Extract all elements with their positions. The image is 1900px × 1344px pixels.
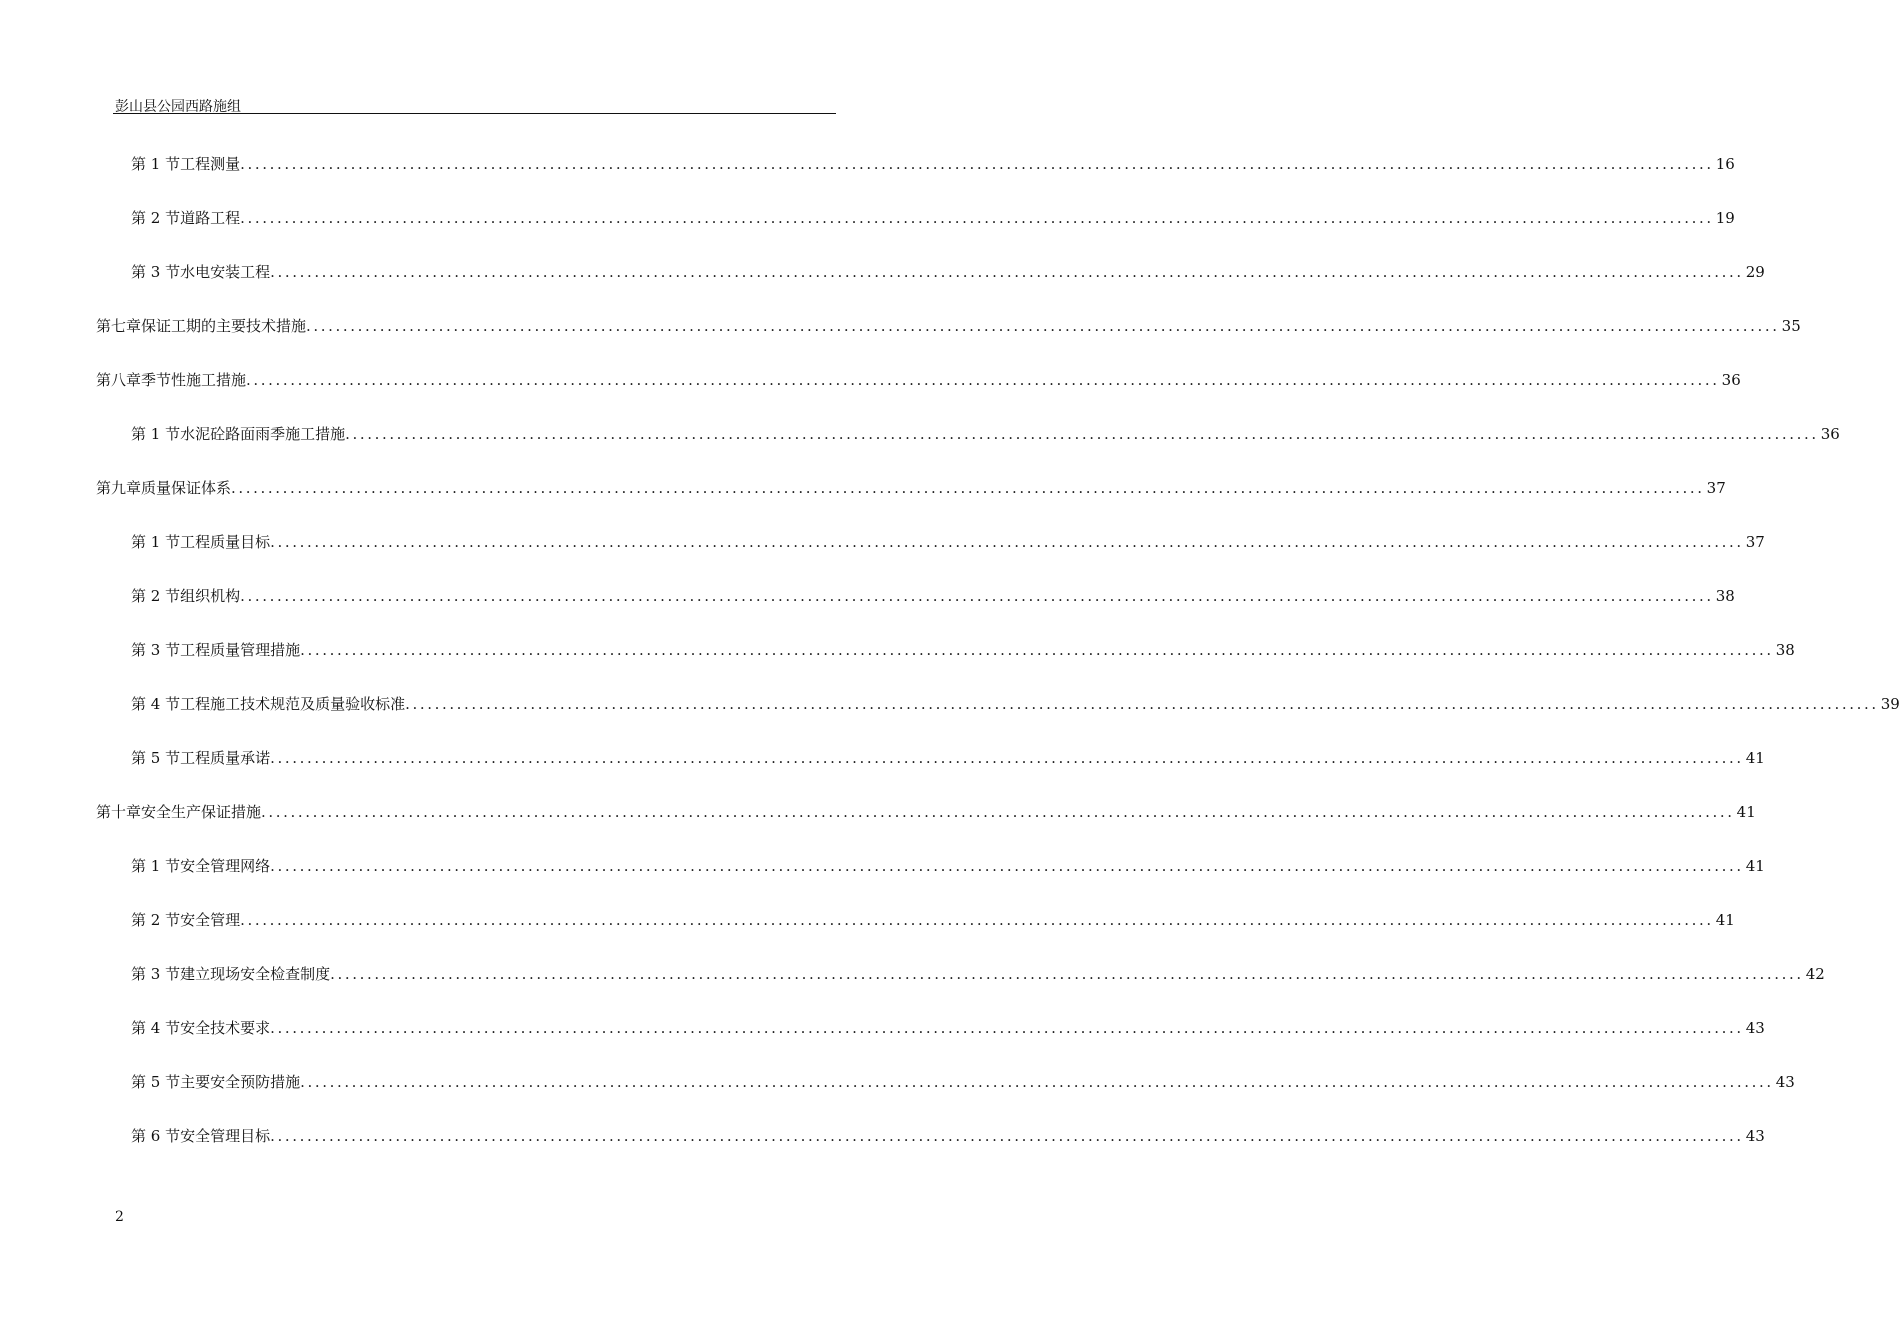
toc-entry-label: 第七章 [96,317,142,335]
toc-section-entry[interactable] [131,262,1765,282]
toc-section-entry[interactable] [131,856,1765,876]
toc-chapter-entry[interactable] [96,316,1801,336]
toc-entry-page: 39 [1880,695,1900,713]
toc-entry-title: 安全管理网络 [180,857,271,875]
toc-entry-label: 第 2 节 [131,911,181,929]
dot-leader: ........................................................................................................................................................................................................ [270,857,1744,875]
toc-section-entry[interactable] [131,964,1825,984]
toc-entry-page: 43 [1775,1073,1795,1091]
toc-entry-title: 安全技术要求 [180,1019,271,1037]
toc-entry-page: 38 [1715,587,1735,605]
toc-entry-label: 第九章 [96,479,142,497]
toc-entry-label: 第 5 节 [131,749,181,767]
dot-leader: ........................................................................................................................................................................................................ [231,479,1705,497]
toc-entry-page: 38 [1775,641,1795,659]
toc-entry-title: 安全管理目标 [180,1127,271,1145]
toc-entry-title: 水电安装工程 [180,263,271,281]
toc-entry-label: 第 4 节 [131,1019,181,1037]
toc-section-entry[interactable] [131,748,1765,768]
dot-leader: ........................................................................................................................................................................................................ [246,371,1720,389]
toc-entry-title: 道路工程 [180,209,241,227]
toc-entry-label: 第 2 节 [131,209,181,227]
toc-entry-label: 第 4 节 [131,695,181,713]
toc-entry-label: 第十章 [96,803,142,821]
dot-leader: ........................................................................................................................................................................................................ [270,1019,1744,1037]
toc-entry-title: 工程质量承诺 [180,749,271,767]
toc-entry-title: 工程质量目标 [180,533,271,551]
toc-section-entry[interactable] [131,424,1840,444]
toc-entry-page: 43 [1745,1127,1765,1145]
toc-entry-label: 第 3 节 [131,641,181,659]
toc-entry-page: 35 [1781,317,1801,335]
dot-leader: ........................................................................................................................................................................................................ [270,749,1744,767]
toc-section-entry[interactable] [131,910,1735,930]
toc-entry-title: 工程测量 [180,155,241,173]
toc-entry-page: 37 [1706,479,1726,497]
toc-entry-title: 建立现场安全检查制度 [180,965,331,983]
toc-entry-page: 36 [1820,425,1840,443]
toc-chapter-entry[interactable] [96,802,1756,822]
toc-entry-title: 工程施工技术规范及质量验收标准 [180,695,406,713]
toc-entry-label: 第 5 节 [131,1073,181,1091]
toc-entry-label: 第八章 [96,371,142,389]
dot-leader: ........................................................................................................................................................................................................ [240,911,1714,929]
toc-entry-page: 37 [1745,533,1765,551]
dot-leader: ........................................................................................................................................................................................................ [240,209,1714,227]
toc-entry-label: 第 3 节 [131,965,181,983]
toc-section-entry[interactable] [131,1018,1765,1038]
toc-section-entry[interactable] [131,640,1795,660]
toc-entry-label: 第 1 节 [131,857,181,875]
toc-entry-title: 安全生产保证措施 [141,803,262,821]
toc-entry-page: 16 [1715,155,1735,173]
toc-entry-page: 43 [1745,1019,1765,1037]
toc-entry-page: 41 [1745,857,1765,875]
toc-entry-label: 第 1 节 [131,155,181,173]
toc-entry-page: 19 [1715,209,1735,227]
toc-entry-label: 第 3 节 [131,263,181,281]
toc-entry-title: 主要安全预防措施 [180,1073,301,1091]
dot-leader: ........................................................................................................................................................................................................ [330,965,1804,983]
toc-chapter-entry[interactable] [96,478,1726,498]
toc-entry-label: 第 1 节 [131,533,181,551]
dot-leader: ........................................................................................................................................................................................................ [405,695,1879,713]
toc-section-entry[interactable] [131,586,1735,606]
toc-entry-page: 41 [1715,911,1735,929]
toc-section-entry[interactable] [131,1072,1795,1092]
toc-entry-title: 组织机构 [180,587,241,605]
toc-entry-title: 水泥砼路面雨季施工措施 [180,425,346,443]
dot-leader: ........................................................................................................................................................................................................ [300,641,1774,659]
toc-entry-label: 第 2 节 [131,587,181,605]
dot-leader: ........................................................................................................................................................................................................ [270,1127,1744,1145]
toc-entry-title: 季节性施工措施 [141,371,247,389]
toc-section-entry[interactable] [131,532,1765,552]
dot-leader: ........................................................................................................................................................................................................ [270,263,1744,281]
toc-entry-page: 36 [1721,371,1741,389]
toc-section-entry[interactable] [131,1126,1765,1146]
toc-entry-page: 41 [1745,749,1765,767]
dot-leader: ........................................................................................................................................................................................................ [261,803,1735,821]
dot-leader: ........................................................................................................................................................................................................ [240,587,1714,605]
dot-leader: ........................................................................................................................................................................................................ [300,1073,1774,1091]
toc-entry-title: 保证工期的主要技术措施 [141,317,307,335]
dot-leader: ........................................................................................................................................................................................................ [306,317,1780,335]
dot-leader: ........................................................................................................................................................................................................ [240,155,1714,173]
toc-entry-title: 工程质量管理措施 [180,641,301,659]
toc-section-entry[interactable] [131,154,1735,174]
toc-section-entry[interactable] [131,208,1735,228]
toc-entry-page: 41 [1736,803,1756,821]
toc-entry-title: 质量保证体系 [141,479,232,497]
running-header: 彭山县公园西路施组 [115,99,241,115]
toc-entry-page: 29 [1745,263,1765,281]
toc-chapter-entry[interactable] [96,370,1741,390]
toc-entry-page: 42 [1805,965,1825,983]
toc-section-entry[interactable] [131,694,1900,714]
toc-entry-label: 第 1 节 [131,425,181,443]
page-number: 2 [115,1209,124,1225]
dot-leader: ........................................................................................................................................................................................................ [270,533,1744,551]
toc-entry-title: 安全管理 [180,911,241,929]
dot-leader: ........................................................................................................................................................................................................ [345,425,1819,443]
toc-entry-label: 第 6 节 [131,1127,181,1145]
